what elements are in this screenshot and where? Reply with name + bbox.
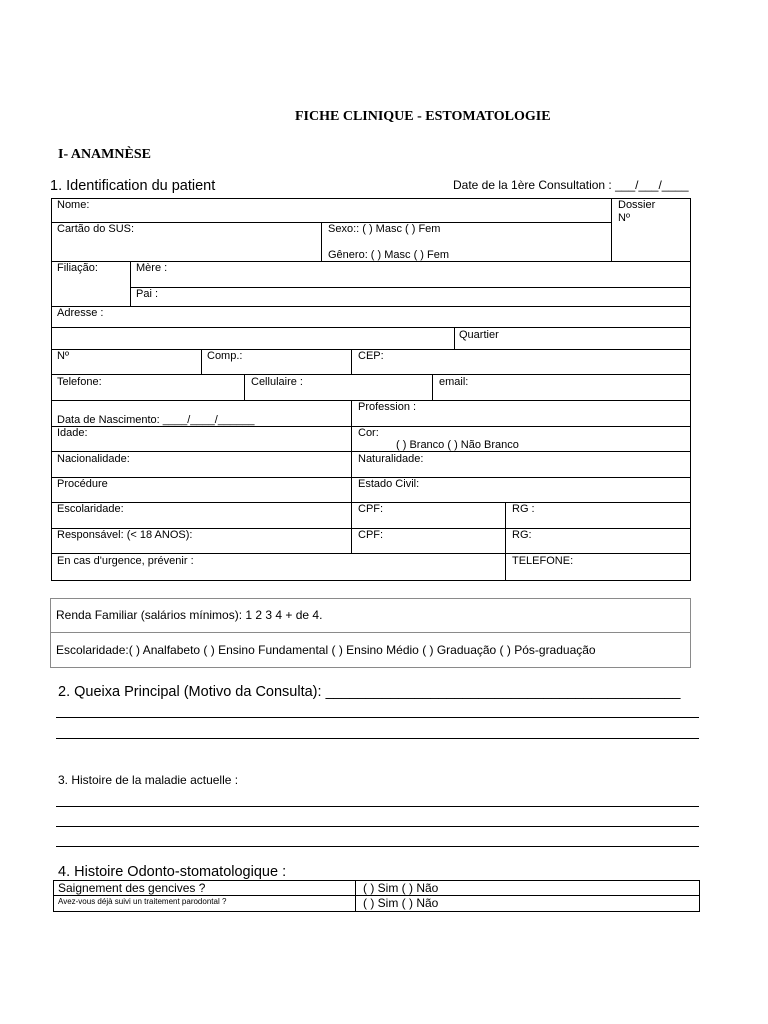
idade-label: Idade: bbox=[57, 427, 88, 439]
rg-label: RG : bbox=[512, 503, 535, 515]
dossier-number-label: Nº bbox=[618, 212, 630, 224]
date-naissance-field[interactable]: Data de Nascimento: ____/____/______ bbox=[57, 414, 255, 426]
responsavel-cpf-label: CPF: bbox=[358, 529, 384, 541]
responsavel-label: Responsável: (< 18 ANOS): bbox=[57, 529, 193, 541]
queixa-line-1[interactable] bbox=[56, 717, 699, 718]
nacionalidade-label: Nacionalidade: bbox=[57, 453, 130, 465]
saignement-options[interactable]: ( ) Sim ( ) Não bbox=[363, 881, 439, 895]
table-row: Saignement des gencives ? bbox=[58, 881, 206, 895]
queixa-principal-field[interactable]: 2. Queixa Principal (Motivo da Consulta): ____________________________________________ bbox=[58, 684, 681, 700]
cep-label: CEP: bbox=[358, 350, 384, 362]
procedure-label: Procédure bbox=[57, 478, 108, 490]
genero-options[interactable]: Gênero: ( ) Masc ( ) Fem bbox=[328, 249, 450, 261]
profession-label: Profession : bbox=[358, 401, 417, 413]
responsavel-rg-label: RG: bbox=[512, 529, 532, 541]
cor-label: Cor: bbox=[358, 427, 379, 439]
quartier-label: Quartier bbox=[459, 329, 499, 341]
filiacao-label: Filiação: bbox=[57, 262, 98, 274]
section-anamnese-heading: I- ANAMNÈSE bbox=[58, 147, 151, 162]
mere-label: Mère : bbox=[136, 262, 168, 274]
telefone-label: Telefone: bbox=[57, 376, 102, 388]
traitement-parodontal-options[interactable]: ( ) Sim ( ) Não bbox=[363, 896, 439, 910]
cpf-label: CPF: bbox=[358, 503, 384, 515]
identification-heading: 1. Identification du patient bbox=[50, 178, 216, 194]
cor-options[interactable]: ( ) Branco ( ) Não Branco bbox=[396, 439, 519, 451]
escolaridade-label: Escolaridade: bbox=[57, 503, 124, 515]
estado-civil-label: Estado Civil: bbox=[358, 478, 420, 490]
renda-familiar-options[interactable]: Renda Familiar (salários mínimos): 1 2 3 4 + de 4. bbox=[56, 608, 323, 622]
cellulaire-label: Cellulaire : bbox=[251, 376, 303, 388]
email-label: email: bbox=[439, 376, 469, 388]
cartao-sus-label: Cartão do SUS: bbox=[57, 223, 135, 235]
histoire-line-3[interactable] bbox=[56, 846, 699, 847]
naturalidade-label: Naturalidade: bbox=[358, 453, 424, 465]
sexo-options[interactable]: Sexo:: ( ) Masc ( ) Fem bbox=[328, 223, 441, 235]
nome-label: Nome: bbox=[57, 199, 90, 211]
consultation-date-field[interactable]: Date de la 1ère Consultation : ___/___/____ bbox=[453, 178, 689, 192]
histoire-odonto-heading: 4. Histoire Odonto-stomatologique : bbox=[58, 864, 287, 880]
escolaridade-options[interactable]: Escolaridade:( ) Analfabeto ( ) Ensino Fundamental ( ) Ensino Médio ( ) Graduação ( ) Pós-graduação bbox=[56, 643, 596, 657]
dossier-label: Dossier bbox=[618, 199, 656, 211]
pai-label: Pai : bbox=[136, 288, 159, 300]
comp-label: Comp.: bbox=[207, 350, 243, 362]
histoire-maladie-heading: 3. Histoire de la maladie actuelle : bbox=[58, 773, 239, 787]
histoire-line-1[interactable] bbox=[56, 806, 699, 807]
queixa-line-2[interactable] bbox=[56, 738, 699, 739]
numero-label: Nº bbox=[57, 350, 69, 362]
adresse-label: Adresse : bbox=[57, 307, 104, 319]
form-title: FICHE CLINIQUE - ESTOMATOLOGIE bbox=[295, 109, 551, 124]
urgence-label: En cas d'urgence, prévenir : bbox=[57, 555, 194, 567]
urgence-telefone-label: TELEFONE: bbox=[512, 555, 574, 567]
histoire-line-2[interactable] bbox=[56, 826, 699, 827]
table-row: Avez-vous déjà suivi un traitement parodontal ? bbox=[58, 897, 227, 906]
